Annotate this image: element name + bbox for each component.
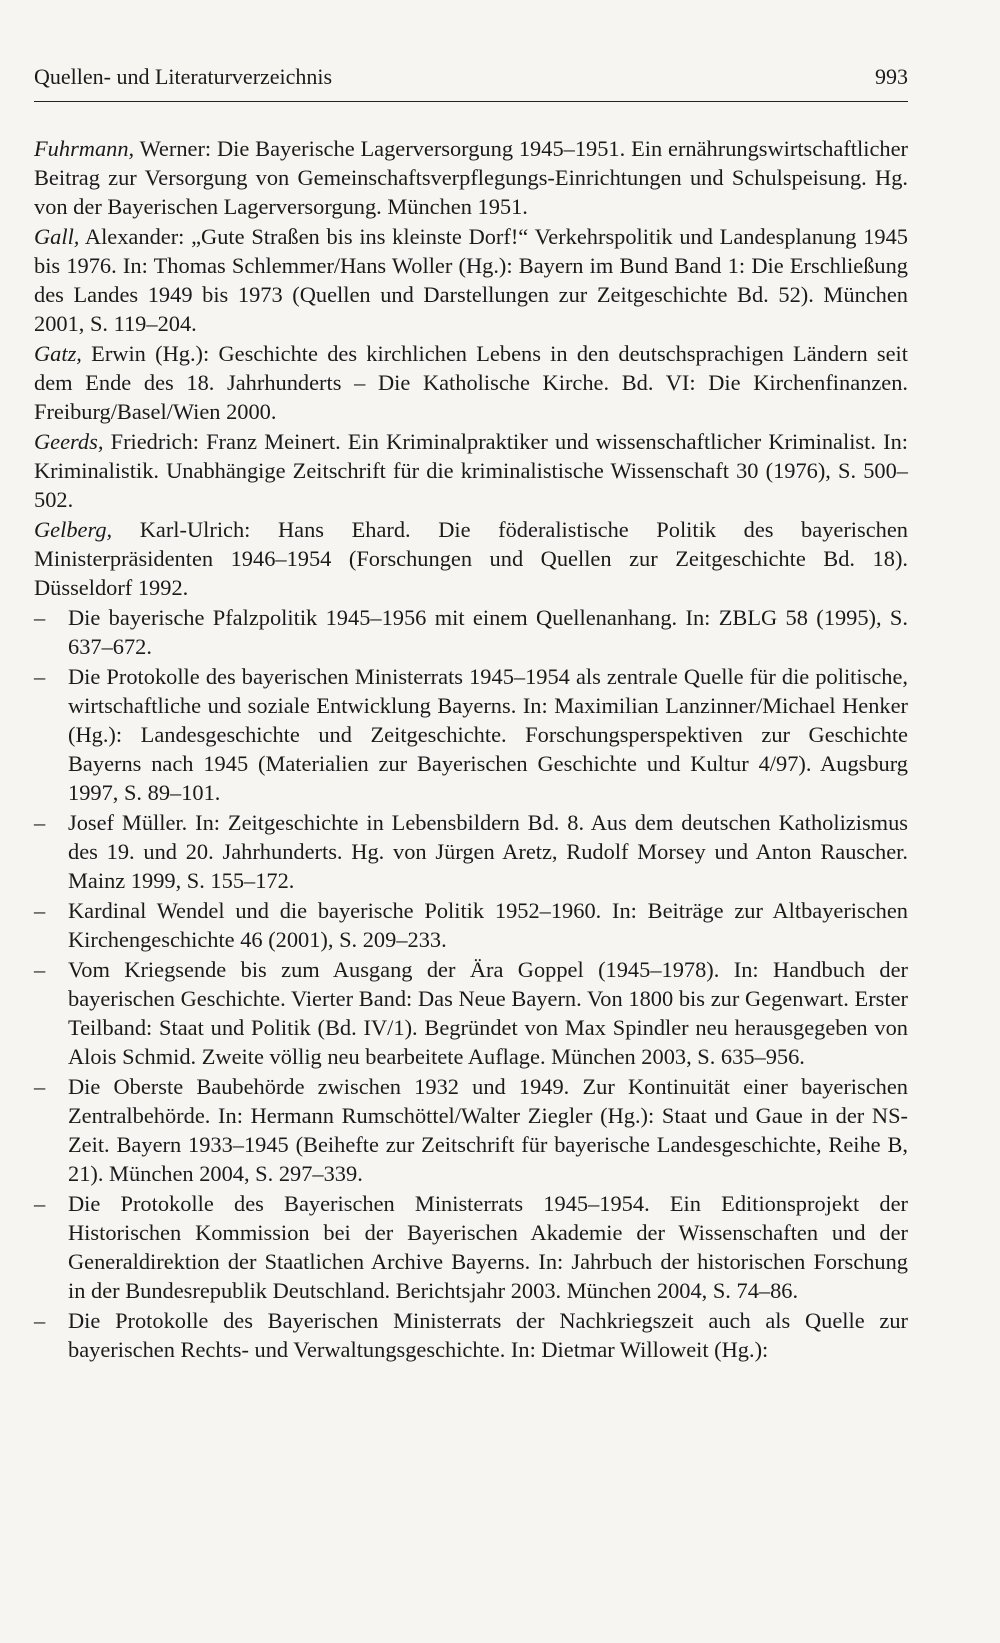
author-name: Gelberg, — [34, 517, 113, 542]
bibliography-list — [34, 134, 908, 1365]
entry-text: Josef Müller. In: Zeitgeschichte in Lebensbildern Bd. 8. Aus dem deutschen Katholizismus des 19. und 20. Jahrhunderts. Hg. von Jürgen Aretz, Rudolf Morsey und Anton Rauscher. Mainz 1999, S. 155–172. — [68, 810, 908, 893]
bibliography-sub-entry — [34, 955, 908, 1071]
bibliography-entry — [34, 515, 908, 602]
repeat-author-dash: – — [34, 605, 46, 630]
header-rule — [34, 101, 908, 102]
repeat-author-dash: – — [34, 664, 46, 689]
bibliography-sub-entry — [34, 1306, 908, 1364]
entry-text: Die Protokolle des Bayerischen Ministerrats der Nachkriegszeit auch als Quelle zur bayerischen Rechts- und Verwaltungsgeschichte. In: Dietmar Willoweit (Hg.): — [68, 1308, 908, 1362]
entry-text: Vom Kriegsende bis zum Ausgang der Ära Goppel (1945–1978). In: Handbuch der bayerischen Geschichte. Vierter Band: Das Neue Bayern. Von 1800 bis zur Gegenwart. Erster Teilband: Staat und Politik (Bd. IV/1). Begründet von Max Spindler neu herausgegeben von Alois Schmid. Zweite völlig neu bearbeitete Auflage. München 2003, S. 635–956. — [68, 957, 908, 1069]
bibliography-sub-entry — [34, 896, 908, 954]
author-name: Geerds, — [34, 429, 104, 454]
bibliography-sub-entry — [34, 1189, 908, 1305]
bibliography-entry — [34, 427, 908, 514]
author-name: Fuhrmann, — [34, 136, 135, 161]
entry-text: Erwin (Hg.): Geschichte des kirchlichen Lebens in den deutschsprachigen Ländern seit dem Ende des 18. Jahrhunderts – Die Katholische Kirche. Bd. VI: Die Kirchenfinanzen. Freiburg/Basel/Wien 2000. — [34, 341, 908, 424]
repeat-author-dash: – — [34, 810, 46, 835]
bibliography-sub-entry — [34, 662, 908, 807]
bibliography-entry — [34, 222, 908, 338]
author-name: Gall, — [34, 224, 80, 249]
entry-text: Werner: Die Bayerische Lagerversorgung 1945–1951. Ein ernährungswirtschaftlicher Beitrag zur Versorgung von Gemeinschaftsverpflegungs-Einrichtungen und Schulspeisung. Hg. von der Bayerischen Lagerversorgung. München 1951. — [34, 136, 908, 219]
page-number: 993 — [875, 64, 908, 89]
entry-text: Friedrich: Franz Meinert. Ein Kriminalpraktiker und wissenschaftlicher Kriminalist. In: Kriminalistik. Unabhängige Zeitschrift für die kriminalistische Wissenschaft 30 (1976), S. 500–502. — [34, 429, 908, 512]
repeat-author-dash: – — [34, 1074, 46, 1099]
repeat-author-dash: – — [34, 957, 46, 982]
bibliography-sub-entry — [34, 1072, 908, 1188]
bibliography-sub-entry — [34, 603, 908, 661]
entry-text: Kardinal Wendel und die bayerische Politik 1952–1960. In: Beiträge zur Altbayerischen Kirchengeschichte 46 (2001), S. 209–233. — [68, 898, 908, 952]
bibliography-entry — [34, 134, 908, 221]
author-name: Gatz, — [34, 341, 82, 366]
entry-text: Die bayerische Pfalzpolitik 1945–1956 mit einem Quellenanhang. In: ZBLG 58 (1995), S. 637–672. — [68, 605, 908, 659]
running-header — [34, 64, 908, 90]
repeat-author-dash: – — [34, 1308, 46, 1333]
bibliography-sub-entry — [34, 808, 908, 895]
entry-text: Die Protokolle des Bayerischen Ministerrats 1945–1954. Ein Editionsprojekt der Historischen Kommission bei der Bayerischen Akademie der Wissenschaften und der Generaldirektion der Staatlichen Archive Bayerns. In: Jahrbuch der historischen Forschung in der Bundesrepublik Deutschland. Berichtsjahr 2003. München 2004, S. 74–86. — [68, 1191, 908, 1303]
entry-text: Die Oberste Baubehörde zwischen 1932 und 1949. Zur Kontinuität einer bayerischen Zentralbehörde. In: Hermann Rumschöttel/Walter Ziegler (Hg.): Staat und Gaue in der NS-Zeit. Bayern 1933–1945 (Beihefte zur Zeitschrift für bayerische Landesgeschichte, Reihe B, 21). München 2004, S. 297–339. — [68, 1074, 908, 1186]
entry-text: Karl-Ulrich: Hans Ehard. Die föderalistische Politik des bayerischen Ministerpräsidenten 1946–1954 (Forschungen und Quellen zur Zeitgeschichte Bd. 18). Düsseldorf 1992. — [34, 517, 908, 600]
repeat-author-dash: – — [34, 1191, 46, 1216]
repeat-author-dash: – — [34, 898, 46, 923]
running-title: Quellen- und Literaturverzeichnis — [34, 64, 333, 89]
bibliography-entry — [34, 339, 908, 426]
entry-text: Die Protokolle des bayerischen Ministerrats 1945–1954 als zentrale Quelle für die politische, wirtschaftliche und soziale Entwicklung Bayerns. In: Maximilian Lanzinner/Michael Henker (Hg.): Landesgeschichte und Zeitgeschichte. Forschungsperspektiven zur Geschichte Bayerns nach 1945 (Materialien zur Bayerischen Geschichte und Kultur 4/97). Augsburg 1997, S. 89–101. — [68, 664, 908, 805]
entry-text: Alexander: „Gute Straßen bis ins kleinste Dorf!“ Verkehrspolitik und Landesplanung 1945 bis 1976. In: Thomas Schlemmer/Hans Woller (Hg.): Bayern im Bund Band 1: Die Erschließung des Landes 1949 bis 1973 (Quellen und Darstellungen zur Zeitgeschichte Bd. 52). München 2001, S. 119–204. — [34, 224, 908, 336]
